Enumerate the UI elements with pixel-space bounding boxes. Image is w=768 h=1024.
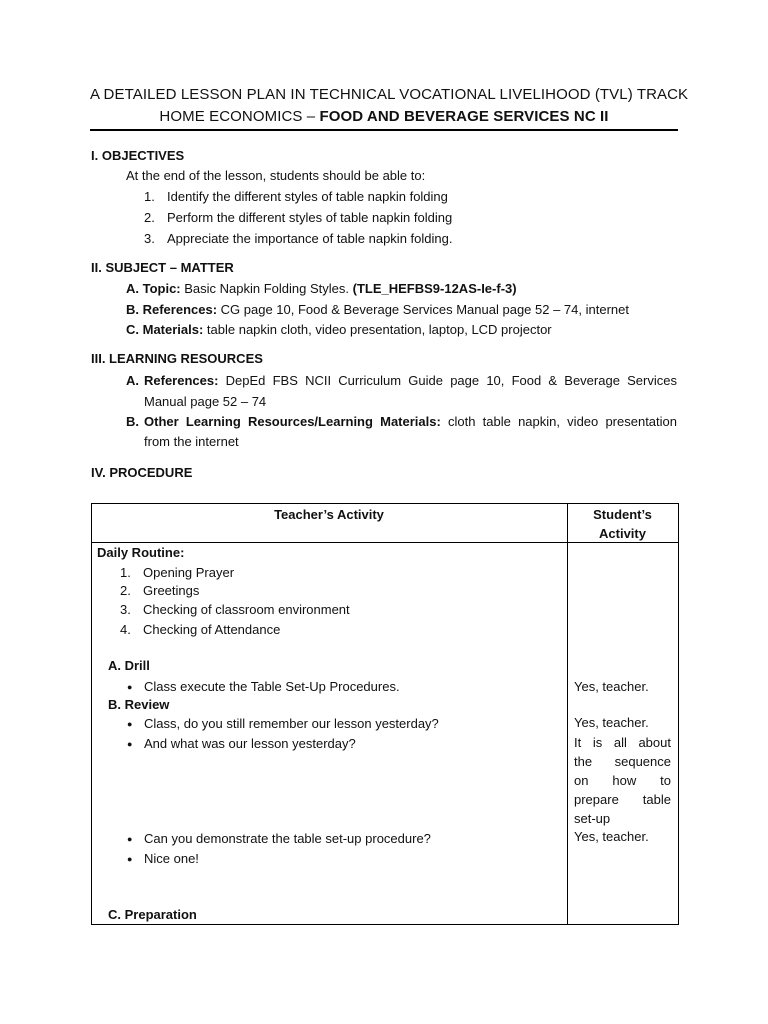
routine-item: Checking of classroom environment [143,602,350,617]
routine-number: 3. [120,602,131,617]
review-item: Class, do you still remember our lesson yesterday? [144,716,439,731]
resource-b-number: B. [126,414,139,429]
bullet-icon: ● [127,682,133,692]
resource-b-line1 [144,414,677,430]
table-header-divider [91,542,678,543]
learning-resources-heading: III. LEARNING RESOURCES [91,351,263,366]
routine-number: 2. [120,583,131,598]
objective-number: 1. [144,189,155,204]
review-item: And what was our lesson yesterday? [144,736,356,751]
review-response-line: set-up [574,811,611,826]
topic-label: A. Topic: [126,281,181,296]
topic-text: Basic Napkin Folding Styles. [180,281,353,296]
review-label: B. Review [108,697,170,712]
review-response-line: the sequence [574,754,671,769]
objective-item: Identify the different styles of table napkin folding [167,189,448,204]
objectives-heading: I. OBJECTIVES [91,148,185,163]
resource-a-text: DepEd FBS NCII Curriculum Guide page 10, Food & Beverage Services [225,373,677,388]
references-line [126,302,629,318]
title-prefix: HOME ECONOMICS – [159,108,320,125]
document-title-line1: A DETAILED LESSON PLAN IN TECHNICAL VOCATIONAL LIVELIHOOD (TVL) TRACK [90,86,689,103]
resource-b-text: cloth table napkin, video presentation [448,414,677,429]
routine-number: 1. [120,565,131,580]
objective-item: Appreciate the importance of table napkin folding. [167,231,453,246]
objectives-intro: At the end of the lesson, students should be able to: [126,168,426,183]
title-bold: FOOD AND BEVERAGE SERVICES NC II [319,108,609,125]
objective-item: Perform the different styles of table napkin folding [167,210,453,225]
topic-code: (TLE_HEFBS9-12AS-Ie-f-3) [352,281,517,296]
preparation-label: C. Preparation [108,907,197,922]
objective-number: 3. [144,231,155,246]
resource-a-label: References: [144,373,219,388]
materials-line [126,322,552,338]
references-text: CG page 10, Food & Beverage Services Manual page 52 – 74, internet [217,302,629,317]
review-item: Nice one! [144,851,199,866]
drill-response: Yes, teacher. [574,679,649,694]
references-label: B. References: [126,302,218,317]
title-underline [90,129,678,131]
routine-number: 4. [120,622,131,637]
routine-item: Checking of Attendance [143,622,281,637]
materials-label: C. Materials: [126,322,204,337]
review-response: Yes, teacher. [574,829,649,844]
materials-text: table napkin cloth, video presentation, laptop, LCD projector [203,322,552,337]
review-item: Can you demonstrate the table set-up procedure? [144,831,431,846]
objective-number: 2. [144,210,155,225]
resource-b-label: Other Learning Resources/Learning Materials: [144,414,441,429]
subject-matter-heading: II. SUBJECT – MATTER [91,260,234,275]
bullet-icon: ● [127,834,133,844]
bullet-icon: ● [127,719,133,729]
resource-a-line1 [144,373,677,389]
column-header-student-line2: Activity [599,526,646,541]
column-header-student-line1: Student’s [593,507,652,522]
bullet-icon: ● [127,739,133,749]
bullet-icon: ● [127,854,133,864]
drill-item: Class execute the Table Set-Up Procedures. [144,679,400,694]
routine-item: Opening Prayer [143,565,235,580]
review-response-line: on how to [574,773,671,788]
resource-a-number: A. [126,373,139,388]
routine-item: Greetings [143,583,200,598]
resource-a-line2: Manual page 52 – 74 [144,394,267,409]
review-response-line: prepare table [574,792,671,807]
table-column-divider [567,503,568,925]
review-response-line: It is all about [574,735,671,750]
topic-line [126,281,517,297]
daily-routine-label: Daily Routine: [97,545,185,560]
procedure-heading: IV. PROCEDURE [91,465,193,480]
document-title-line2 [90,108,678,125]
review-response: Yes, teacher. [574,715,649,730]
column-header-teacher: Teacher’s Activity [274,507,384,522]
drill-label: A. Drill [108,658,150,673]
resource-b-line2: from the internet [144,434,239,449]
